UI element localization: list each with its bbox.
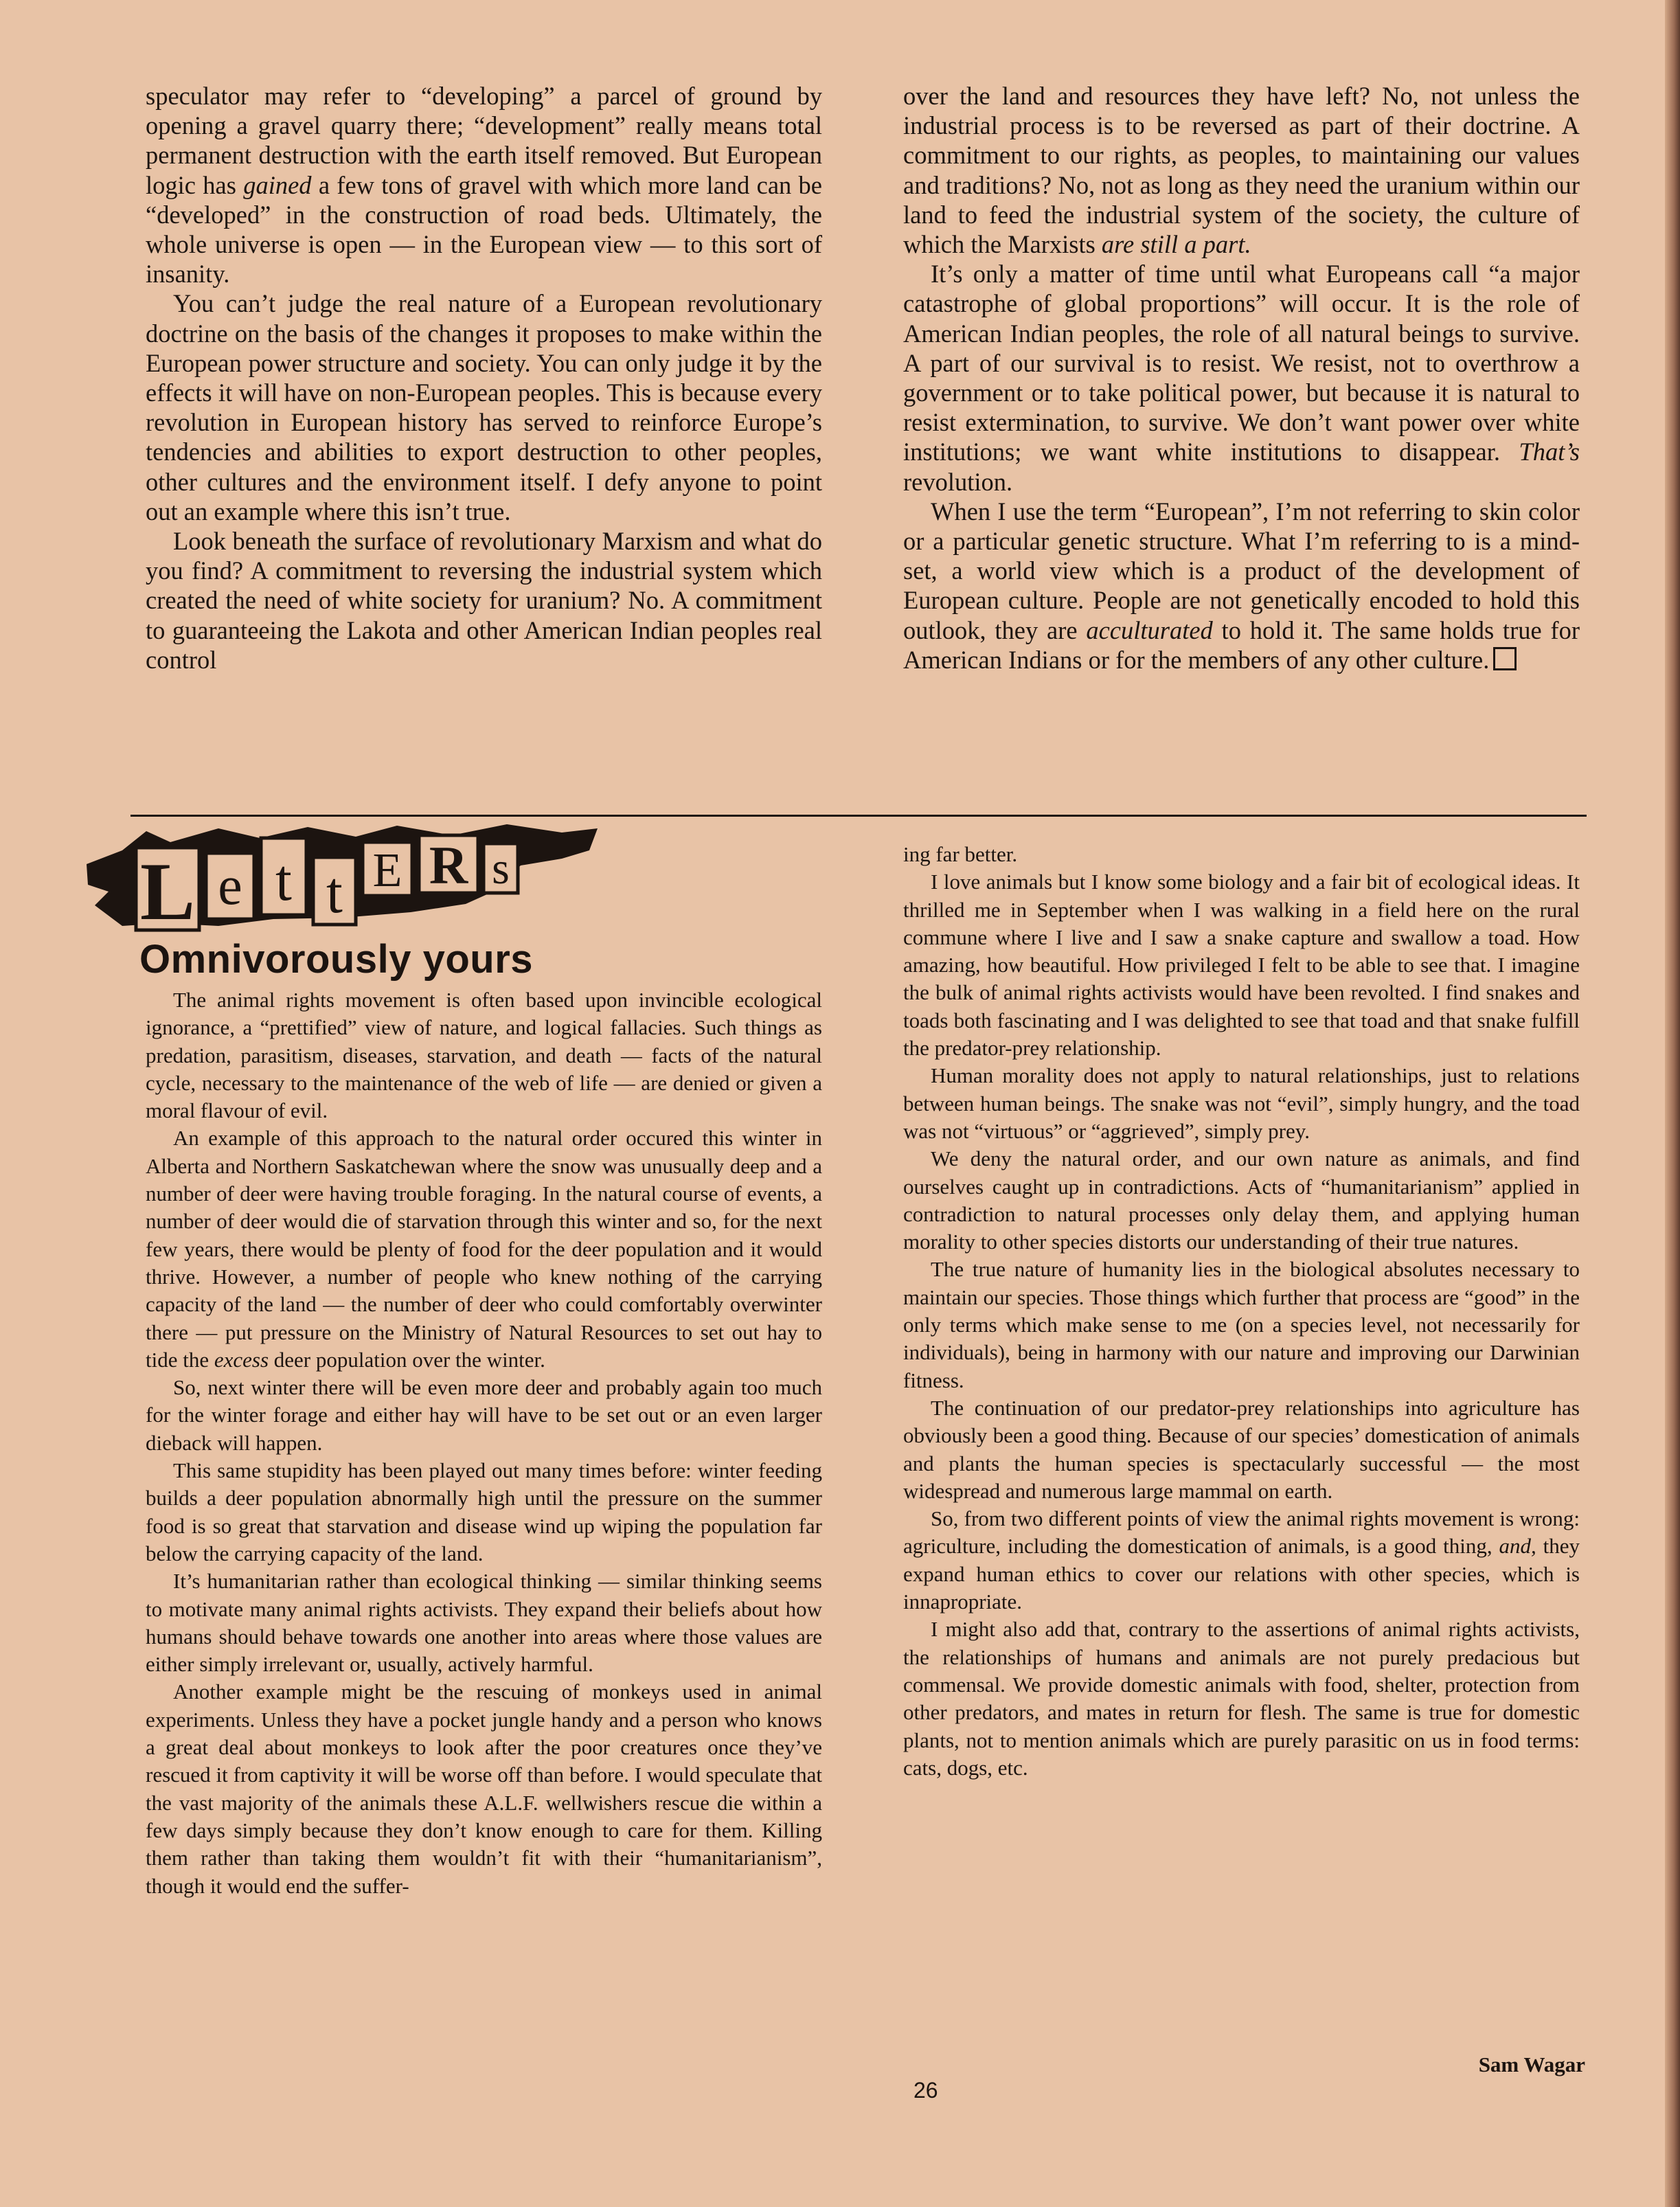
letters-banner-logo xyxy=(81,823,603,940)
article-left-column xyxy=(146,81,822,675)
letter-paragraph: We deny the natural order, and our own nature as animals, and find ourselves caught up in contradictions. Acts of “humanitarianism” applied in contradiction to natural processes only delay them, and applying human morality to other species distorts our understanding of their true natures. xyxy=(903,1146,1580,1254)
svg-text:t: t xyxy=(275,847,292,913)
letter-paragraph: So, from two different points of view the animal rights movement is wrong: agriculture, including the domestication of animals, is a good thing, and, they expand human ethics to cover our relations with other species, which is innapropriate. xyxy=(903,1506,1580,1614)
letter-paragraph: I might also add that, contrary to the assertions of animal rights activists, the relationships of humans and animals are not purely predacious but commensal. We provide domestic animals with food, shelter, protection from other predators, and mates in return for flesh. The same is true for domestic plants, not to mention animals which are purely parasitic on us in food terms: cats, dogs, etc. xyxy=(903,1617,1580,1780)
letter-paragraph: The animal rights movement is often based upon invincible ecological ignorance, a “prettified” view of nature, and logical fallacies. Such things as predation, parasitism, diseases, starvation, and death — facts of the natural cycle, necessary to the maintenance of the web of life — are denied or given a moral flavour of evil. xyxy=(146,988,822,1123)
letter-paragraph: The continuation of our predator-prey relationships into agriculture has obviously been a good thing. Because of our species’ domestication of animals and plants the human species is spectacularly successful — the most widespread and numerous large mammal on earth. xyxy=(903,1395,1580,1503)
letter-headline: Omnivorously yours xyxy=(139,937,534,982)
article-paragraph: When I use the term “European”, I’m not referring to skin color or a particular genetic structure. What I’m referring to is a mind-set, a world view which is a product of the development of European culture. People are not genetically encoded to hold this outlook, they are acculturated to hold it. The same holds true for American Indians or for the members of any other culture. xyxy=(903,497,1580,674)
letter-paragraph: This same stupidity has been played out many times before: winter feeding builds a deer population abnormally high until the pressure on the summer food is so great that starvation and disease wind up wiping the population far below the carrying capacity of the land. xyxy=(146,1458,822,1565)
svg-text:R: R xyxy=(429,835,468,895)
letter-paragraph: ing far better. xyxy=(903,842,1018,866)
end-mark-box xyxy=(1493,647,1517,670)
page-edge-shadow xyxy=(1665,0,1680,2207)
letter-signature: Sam Wagar xyxy=(1478,2052,1585,2076)
letter-paragraph: So, next winter there will be even more deer and probably again too much for the winter forage and either hay will have to be set out or an even larger dieback will happen. xyxy=(146,1375,822,1455)
page-number: 26 xyxy=(913,2078,938,2103)
svg-text:t: t xyxy=(326,859,343,925)
letter-paragraph: I love animals but I know some biology and a fair bit of ecological ideas. It thrilled me in September when I was walking in a field here on the rural commune where I live and I saw a snake capture and swallow a toad. How amazing, how beautiful. How privileged I felt to be able to see that. I imagine the bulk of animal rights activists would have been revolted. I find snakes and toads both fascinating and I was delighted to see that toad and that snake fulfill the predator-prey relationship. xyxy=(903,870,1580,1061)
letter-left-column xyxy=(146,986,822,1900)
letter-right-column xyxy=(903,841,1580,1782)
letter-paragraph: The true nature of humanity lies in the biological absolutes necessary to maintain our species. Those things which further that process are “good” in the only terms which make sense to me (on a species level, not necessarily for individuals), being in harmony with our nature and improving our Darwinian fitness. xyxy=(903,1257,1580,1392)
letter-paragraph: It’s humanitarian rather than ecological thinking — similar thinking seems to motivate many animal rights activists. They expand their beliefs about how humans should behave towards one another into areas where those values are either simply irrelevant or, usually, actively harmful. xyxy=(146,1569,822,1677)
letter-paragraph: Human morality does not apply to natural relationships, just to relations between human beings. The snake was not “evil”, simply hungry, and the toad was not “virtuous” or “aggrieved”, simply prey. xyxy=(903,1063,1580,1143)
section-divider-rule xyxy=(130,815,1587,817)
article-paragraph: You can’t judge the real nature of a European revolutionary doctrine on the basis of the changes it proposes to make within the European power structure and society. You can only judge it by the effects it will have on non-European peoples. This is because every revolution in European history has served to reinforce Europe’s tendencies and abilities to export destruction to other peoples, other cultures and the environment itself. I defy anyone to point out an example where this isn’t true. xyxy=(146,289,822,525)
svg-text:L: L xyxy=(139,846,196,937)
svg-text:E: E xyxy=(372,844,402,897)
svg-text:e: e xyxy=(218,856,242,916)
article-right-column xyxy=(903,81,1580,675)
letter-paragraph: An example of this approach to the natural order occured this winter in Alberta and Northern Saskatchewan where the snow was unusually deep and a number of deer were having trouble foraging. In the natural course of events, a number of deer would die of starvation through this winter and so, for the next few years, there would be plenty of food for the deer population and it would thrive. However, a number of people who knew nothing of the carrying capacity of the land — the number of deer who could comfortably overwinter there — put pressure on the Ministry of Natural Resources to set out hay to tide the excess deer population over the winter. xyxy=(146,1126,822,1372)
article-paragraph: It’s only a matter of time until what Europeans call “a major catastrophe of global proportions” will occur. It is the role of American Indian peoples, the role of all natural beings to survive. A part of our survival is to resist. We resist, not to overthrow a government or to take political power, but because it is natural to resist extermination, to survive. We don’t want power over white institutions; we want white institutions to disappear. That’s revolution. xyxy=(903,260,1580,496)
article-paragraph: Look beneath the surface of revolutionary Marxism and what do you find? A commitment to reversing the industrial system which created the need of white society for uranium? No. A commitment to guaranteeing the Lakota and other American Indian peoples real control xyxy=(146,527,822,674)
letter-paragraph: Another example might be the rescuing of monkeys used in animal experiments. Unless they have a pocket jungle handy and a person who knows a great deal about monkeys to look after the poor creatures once they’ve rescued it from captivity it will be worse off than before. I would speculate that the vast majority of the animals these A.L.F. wellwishers rescue die within a few days simply because they don’t know enough to care for them. Killing them rather than taking them wouldn’t fit with their “humanitarianism”, though it would end the suffer- xyxy=(146,1679,822,1898)
article-paragraph: over the land and resources they have left? No, not unless the industrial process is to be reversed as part of their doctrine. A commitment to our rights, as peoples, to maintaining our values and traditions? No, not as long as they need the uranium within our land to feed the industrial system of the society, the culture of which the Marxists are still a part. xyxy=(903,82,1580,259)
article-paragraph: speculator may refer to “developing” a parcel of ground by opening a gravel quarry there; “development” really means total permanent destruction with the earth itself removed. But European logic has gained a few tons of gravel with which more land can be “developed” in the construction of road beds. Ultimately, the whole universe is open — in the European view — to this sort of insanity. xyxy=(146,82,822,288)
svg-text:s: s xyxy=(492,844,510,894)
